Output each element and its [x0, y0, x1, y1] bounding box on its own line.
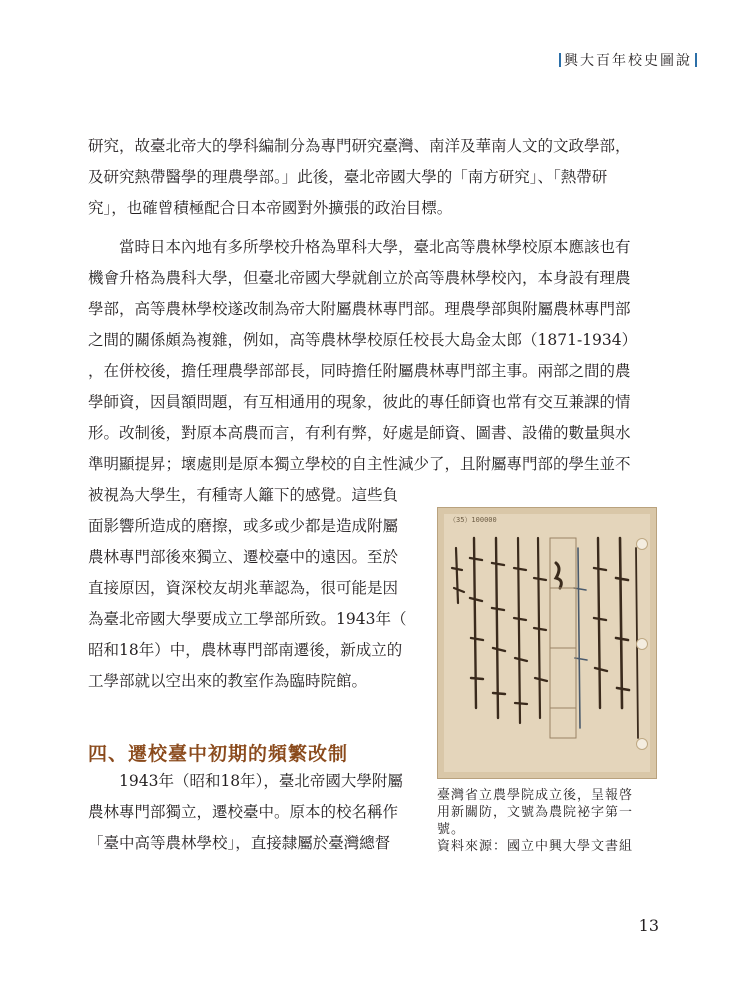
text-line: 學部，高等農林學校遂改制為帝大附屬農林專門部。理農學部與附屬農林專門部	[88, 300, 631, 318]
text-line: 究」，也確曾積極配合日本帝國對外擴張的政治目標。	[88, 199, 453, 217]
photo-caption	[437, 787, 659, 855]
text-line: 農林專門部獨立，遷校臺中。原本的校名稱作	[88, 803, 399, 821]
caption-line: 用新關防，文號為農院袐字第一	[437, 805, 634, 820]
text-line: 當時日本內地有多所學校升格為單科大學，臺北高等農林學校原本應該也有	[88, 238, 631, 256]
document-stamp: （35）100000	[449, 516, 497, 524]
header-bar-right	[695, 53, 697, 67]
binder-hole	[636, 538, 648, 550]
binder-hole	[636, 738, 648, 750]
text-line: 及研究熱帶醫學的理農學部。」此後，臺北帝國大學的「南方研究」、「熱帶研	[88, 168, 608, 186]
text-line: 1943年（昭和18年），臺北帝國大學附屬	[88, 772, 403, 790]
page-number: 13	[638, 916, 659, 935]
text-line: 工學部就以空出來的教室作為臨時院館。	[88, 672, 368, 690]
text-line: 昭和18年）中，農林專門部南遷後，新成立的	[88, 641, 403, 659]
caption-line: 臺灣省立農學院成立後，呈報啓	[437, 788, 634, 803]
text-line: ，在併校後，擔任理農學部部長，同時擔任附屬農林專門部主事。兩部之間的農	[88, 362, 631, 380]
text-line: 研究，故臺北帝大的學科編制分為專門研究臺灣、南洋及華南人文的文政學部，	[88, 137, 631, 155]
text-line: 之間的關係頗為複雜，例如，高等農林學校原任校長大島金太郎（1871-1934）	[88, 331, 638, 349]
caption-line: 號。	[437, 822, 466, 837]
text-line: 準明顯提昇；壞處則是原本獨立學校的自主性減少了，且附屬專門部的學生並不	[88, 455, 631, 473]
text-line: 機會升格為農科大學，但臺北帝國大學就創立於高等農林學校內，本身設有理農	[88, 269, 631, 287]
header-title-text: 興大百年校史圖說	[564, 53, 692, 69]
caption-source: 資料來源：國立中興大學文書組	[437, 839, 634, 854]
paragraph-2	[88, 232, 651, 480]
section-heading: 四、遷校臺中初期的頻繁改制	[88, 743, 349, 765]
text-line: 農林專門部後來獨立、遷校臺中的遠因。至於	[88, 548, 399, 566]
text-line: 學師資，因員額問題，有互相通用的現象，彼此的專任師資也常有交互兼課的情	[88, 393, 631, 411]
text-line: 被視為大學生，有種寄人籬下的感覺。這些負	[88, 486, 399, 504]
text-line: 為臺北帝國大學要成立工學部所致。1943年（	[88, 610, 407, 628]
text-line: 直接原因，資深校友胡兆華認為，很可能是因	[88, 579, 399, 597]
archival-document-photo	[437, 507, 657, 779]
paragraph-2-continued	[88, 480, 433, 697]
handwriting-illustration	[438, 508, 656, 778]
text-line: 面影響所造成的磨擦，或多或少都是造成附屬	[88, 517, 399, 535]
paragraph-1	[88, 131, 651, 224]
binder-hole	[636, 638, 648, 650]
header-bar-left	[559, 53, 561, 67]
section-paragraph	[88, 766, 433, 859]
running-header	[556, 50, 700, 70]
text-line: 形。改制後，對原本高農而言，有利有弊，好處是師資、圖書、設備的數量與水	[88, 424, 631, 442]
text-line: 「臺中高等農林學校」，直接隸屬於臺灣總督	[88, 834, 391, 852]
